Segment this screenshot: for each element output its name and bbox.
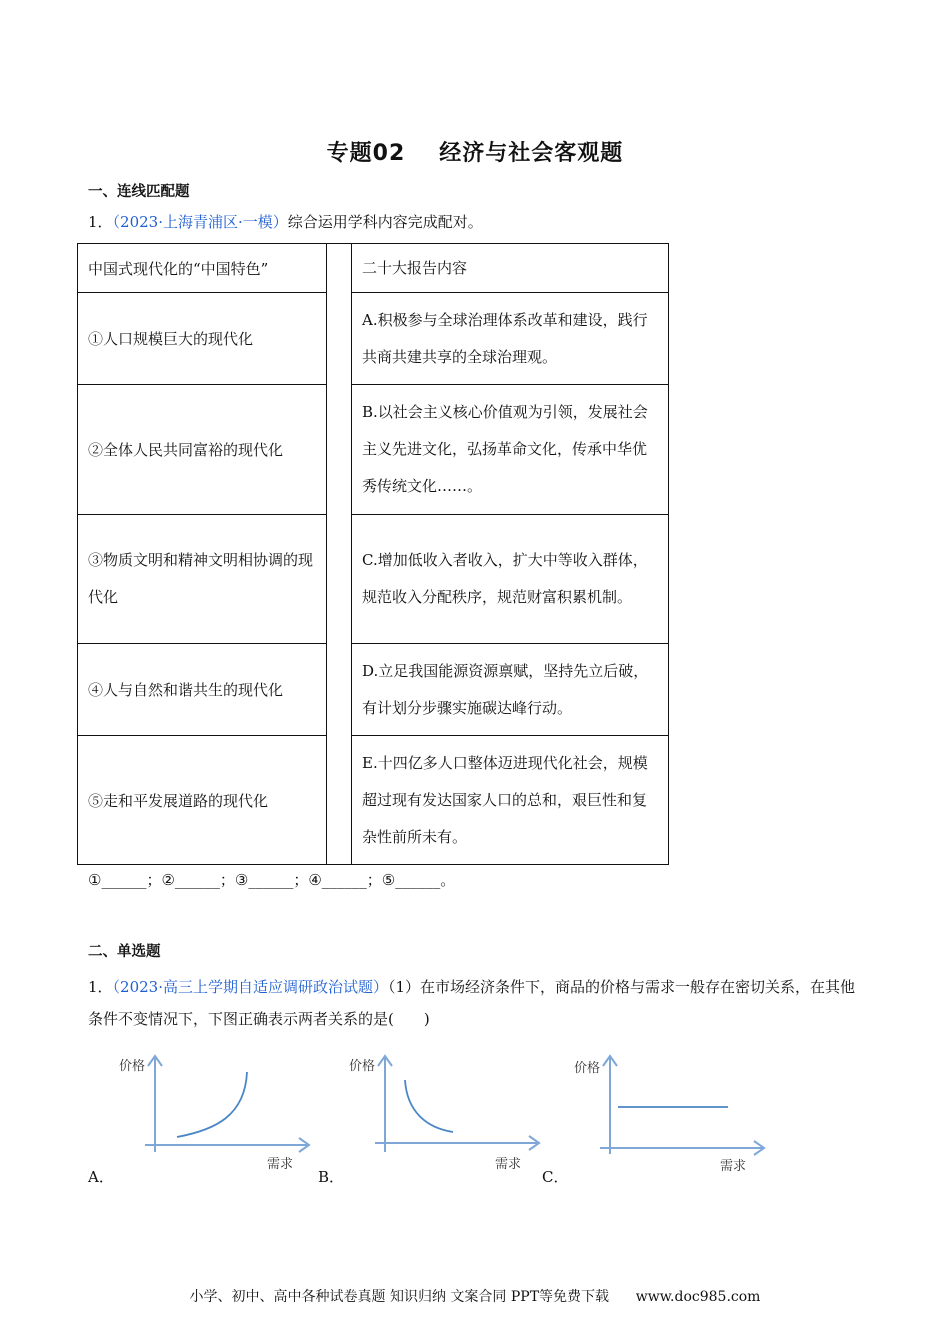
question-number: 1． [88,978,113,996]
report-item: A.积极参与全球治理体系改革和建设，践行共商共建共享的全球治理观。 [352,293,669,385]
table-row [78,644,669,736]
right-column-header: 二十大报告内容 [352,244,669,293]
answer-blanks: ①______；②______；③______；④______；⑤______。 [88,871,456,889]
connector-column [327,244,352,865]
feature-item: ③物质文明和精神文明相协调的现代化 [78,515,327,644]
question-source: （2023·上海青浦区·一模） [112,213,288,231]
report-item: B.以社会主义核心价值观为引领，发展社会主义先进文化，弘扬革命文化，传承中华优秀传统文化……。 [352,385,669,515]
option-a-label: A． [88,1168,114,1186]
demand-curve [177,1072,247,1137]
table-row [78,385,669,515]
footer-link[interactable]: www.doc985.com [635,1289,761,1305]
question-number: 1． [88,213,113,231]
table-row [78,293,669,385]
question-source: （2023·高三上学期自适应调研政治试题） [112,978,388,996]
matching-table [77,243,669,865]
option-b-label: B． [318,1168,345,1186]
left-column-header: 中国式现代化的“中国特色” [78,244,327,293]
feature-item: ②全体人民共同富裕的现代化 [78,385,327,515]
demand-curve [405,1080,453,1132]
title-topic-name: 经济与社会客观题 [439,141,624,166]
page-title [0,136,950,167]
option-b-chart [345,1050,545,1175]
y-axis-label: 价格 [349,1059,376,1074]
question-text: 综合运用学科内容完成配对。 [287,213,483,231]
page-footer [0,1286,950,1306]
table-row [78,736,669,865]
table-row [78,515,669,644]
question-2-prompt [88,971,868,1035]
table-header-row [78,244,669,293]
section-heading-single-choice: 二、单选题 [88,944,161,960]
question-1-prompt [88,212,483,232]
y-axis-label: 价格 [574,1061,601,1076]
option-a-chart [115,1050,315,1175]
question-text: （1）在市场经济条件下，商品的价格与需求一般存在密切关系，在其他条件不变情况下，下图正确表示两者关系的是( ) [88,978,856,1028]
feature-item: ⑤走和平发展道路的现代化 [78,736,327,865]
report-item: D.立足我国能源资源禀赋，坚持先立后破，有计划分步骤实施碳达峰行动。 [352,644,669,736]
feature-item: ④人与自然和谐共生的现代化 [78,644,327,736]
x-axis-label: 需求 [495,1157,522,1172]
x-axis-label: 需求 [267,1157,294,1172]
report-item: C.增加低收入者收入，扩大中等收入群体，规范收入分配秩序，规范财富积累机制。 [352,515,669,644]
feature-item: ①人口规模巨大的现代化 [78,293,327,385]
report-item: E.十四亿多人口整体迈进现代化社会，规模超过现有发达国家人口的总和，艰巨性和复杂性前所未有。 [352,736,669,865]
y-axis-label: 价格 [119,1059,146,1074]
title-topic-number: 专题02 [326,141,406,166]
option-c-chart [570,1050,770,1175]
x-axis-label: 需求 [720,1159,747,1174]
footer-text: 小学、初中、高中各种试卷真题 知识归纳 文案合同 PPT等免费下载 [189,1289,610,1305]
section-heading-matching: 一、连线匹配题 [88,184,190,200]
option-c-label: C． [542,1168,569,1186]
